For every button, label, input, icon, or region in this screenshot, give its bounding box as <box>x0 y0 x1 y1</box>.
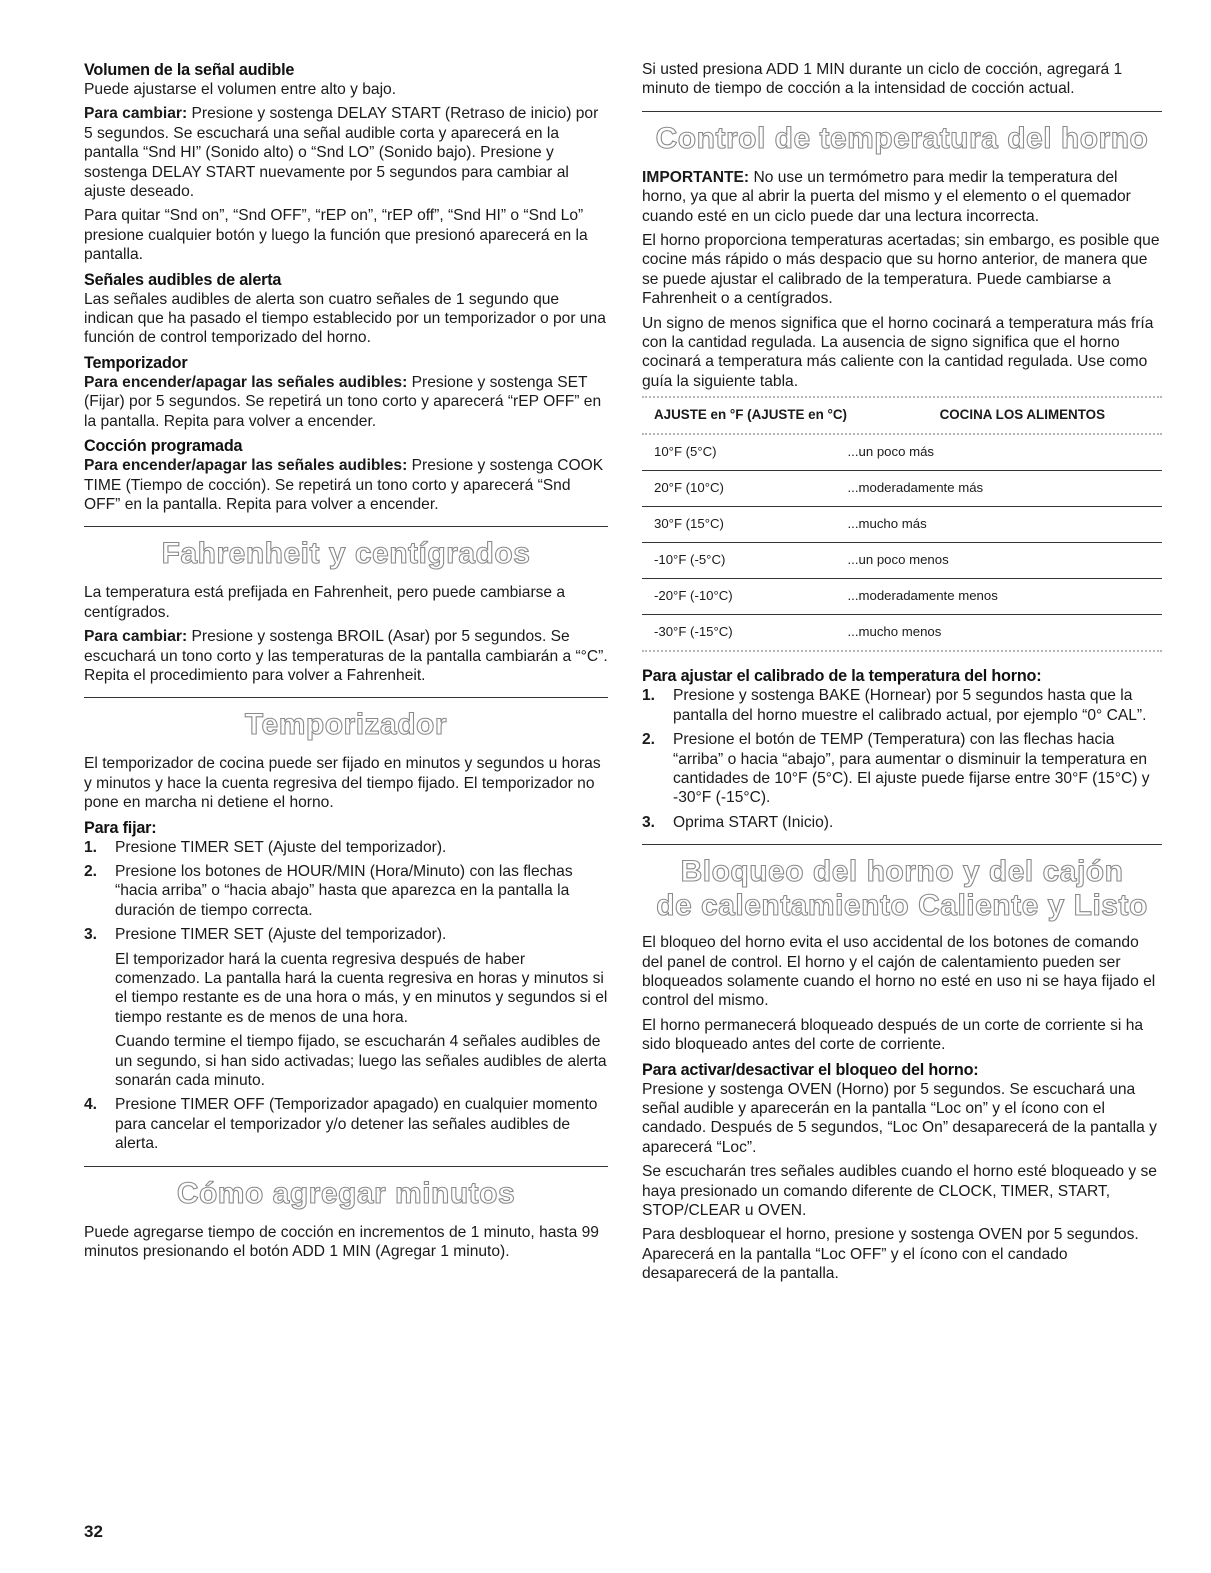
table-cell: ...moderadamente menos <box>814 579 1162 615</box>
volume-heading: Volumen de la señal audible <box>84 61 295 79</box>
step-text: Presione TIMER SET (Ajuste del temporizador). <box>115 926 447 944</box>
lock-p1: El bloqueo del horno evita el uso accidental de los botones de comando del panel de control. El horno y el cajón de calentamiento pueden ser bloqueados solamente cuando el horno no esté en uso ni se haya fijado el control del mismo. <box>642 934 1156 1010</box>
page-number: 32 <box>84 1522 103 1541</box>
step-text: Presione los botones de HOUR/MIN (Hora/Minuto) con las flechas “hacia arriba” o “hacia abajo” hasta que aparezca en la pantalla la duración de tiempo correcta. <box>115 862 573 919</box>
table-header: COCINA LOS ALIMENTOS <box>939 407 1105 423</box>
list-item <box>642 813 1162 832</box>
timer-signals-body: Presione y sostenga SET (Fijar) por 5 segundos. Se repetirá un tono corto y aparecerá “rEP OFF” en la pantalla. Repita para volver a encender. <box>84 373 602 430</box>
left-column <box>84 60 608 1266</box>
step-number: 4. <box>84 1096 98 1114</box>
fahrenheit-title: Fahrenheit y centígrados <box>161 537 531 571</box>
volume-change <box>84 104 608 201</box>
table-header: AJUSTE en °F (AJUSTE en °C) <box>654 407 847 423</box>
table-row <box>642 543 1162 579</box>
control-p2: El horno proporciona temperaturas acertadas; sin embargo, es posible que cocine más rápido o más despacio que su horno anterior, de manera que se puede ajustar el calibrado de la temperatura. Puede cambiarse a Fahrenheit o a centígrados. <box>642 232 1160 308</box>
table-cell: ...mucho menos <box>847 624 942 640</box>
volume-intro: Puede ajustarse el volumen entre alto y bajo. <box>84 81 397 98</box>
timer-intro: El temporizador de cocina puede ser fijado en minutos y segundos u horas y minutos y hace la cuenta regresiva del tiempo fijado. El temporizador no pone en marcha ni detiene el horno. <box>84 755 601 812</box>
step-text: Oprima START (Inicio). <box>673 813 834 831</box>
lock-heading: Para activar/desactivar el bloqueo del horno: <box>642 1060 979 1079</box>
calibration-table <box>642 398 1162 433</box>
table-row <box>642 579 1162 615</box>
list-item <box>642 730 1162 808</box>
timer-set-heading: Para fijar: <box>84 818 157 837</box>
divider <box>84 526 608 527</box>
lock-title <box>642 855 1162 923</box>
fahrenheit-change-label: Para cambiar: <box>84 628 188 646</box>
step-number: 3. <box>84 926 98 944</box>
volume-remove: Para quitar “Snd on”, “Snd OFF”, “rEP on”, “rEP off”, “Snd HI” o “Snd Lo” presione cualquier botón y luego la función que presionó aparecerá en la pantalla. <box>84 207 588 264</box>
lock-title-line2: de calentamiento Caliente y Listo <box>656 889 1148 923</box>
divider <box>642 111 1162 112</box>
lock-p4: Se escucharán tres señales audibles cuando el horno esté bloqueado y se haya presionado un comando diferente de CLOCK, TIMER, START, STOP/CLEAR u OVEN. <box>642 1163 1157 1219</box>
adjust-heading: Para ajustar el calibrado de la temperatura del horno: <box>642 667 1042 686</box>
lock-p2: El horno permanecerá bloqueado después de un corte de corriente si ha sido bloqueado antes del corte de corriente. <box>642 1016 1144 1054</box>
timer-title: Temporizador <box>244 708 448 742</box>
list-item <box>642 686 1162 725</box>
fahrenheit-change-text: Presione y sostenga BROIL (Asar) por 5 segundos. Se escuchará un tono corto y las temperaturas de la pantalla cambiarán a “°C”. Repita el procedimiento para volver a Fahrenheit. <box>84 628 608 684</box>
add-minutes-continued: Si usted presiona ADD 1 MIN durante un ciclo de cocción, agregará 1 minuto de tiempo de cocción a la intensidad de cocción actual. <box>642 61 1123 98</box>
table-row <box>642 615 1162 651</box>
table-cell: 10°F (5°C) <box>642 435 814 471</box>
fahrenheit-change <box>84 627 608 685</box>
step-text: Presione TIMER SET (Ajuste del temporizador). <box>115 838 447 856</box>
list-item <box>84 838 608 857</box>
table-cell: 30°F (15°C) <box>642 507 814 543</box>
table-header-row <box>642 398 1162 433</box>
divider <box>642 844 1162 845</box>
divider <box>84 1166 608 1167</box>
timer-signals-label: Para encender/apagar las señales audibles: <box>84 373 408 391</box>
table-cell: ...mucho más <box>814 507 1162 543</box>
control-p3: Un signo de menos significa que el horno cocinará a temperatura más fría con la cantidad regulada. La ausencia de signo significa que el horno cocinará a temperatura más caliente con la cantidad regulada. Use como guía la siguiente tabla. <box>642 314 1154 390</box>
table-row <box>642 471 1162 507</box>
step-number: 1. <box>642 687 656 705</box>
step-number: 2. <box>84 862 98 880</box>
step-number: 3. <box>642 813 656 831</box>
important-label: IMPORTANTE: <box>642 168 750 186</box>
table-cell: ...moderadamente más <box>814 471 1162 507</box>
list-item <box>84 925 608 1090</box>
table-cell: -10°F (-5°C) <box>642 543 814 579</box>
important-note <box>642 168 1162 226</box>
control-title: Control de temperatura del horno <box>655 121 1149 155</box>
divider <box>84 697 608 698</box>
cook-body: Presione y sostenga COOK TIME (Tiempo de cocción). Se repetirá un tono corto y aparecerá “Snd OFF” en la pantalla. Repita para volver a encender. <box>84 457 604 513</box>
timer-signals-text <box>84 373 608 431</box>
list-item <box>84 862 608 920</box>
add-minutes-text: Puede agregarse tiempo de cocción en incrementos de 1 minuto, hasta 99 minutos presionando el botón ADD 1 MIN (Agregar 1 minuto). <box>84 1223 599 1261</box>
timer-steps <box>84 838 608 1154</box>
add-minutes-title: Cómo agregar minutos <box>176 1176 516 1210</box>
right-column <box>642 60 1162 1289</box>
step-text: Presione el botón de TEMP (Temperatura) con las flechas hacia “arriba” o hacia “abajo”, para aumentar o disminuir la temperatura en cantidades de 10°F (5°C). El ajuste puede fijarse entre 30°F (15°C) y -30°F (-15°C). <box>673 731 1150 807</box>
table-cell: 20°F (10°C) <box>642 471 814 507</box>
cook-text <box>84 456 608 514</box>
step-text: Presione y sostenga BAKE (Hornear) por 5 segundos hasta que la pantalla del horno muestre el calibrado actual, por ejemplo “0° CAL”. <box>673 687 1147 724</box>
volume-change-text: Presione y sostenga DELAY START (Retraso de inicio) por 5 segundos. Se escuchará una señal audible corta y aparecerá en la pantalla “Snd HI” (Sonido alto) o “Snd LO” (Sonido bajo). Presione y sostenga DELAY START nuevamente por 5 segundos para cambiar al ajuste deseado. <box>84 105 599 201</box>
timer-signals-heading: Temporizador <box>84 353 188 372</box>
lock-p5: Para desbloquear el horno, presione y sostenga OVEN por 5 segundos. Aparecerá en la pantalla “Loc OFF” y el ícono con el candado desaparecerá de la pantalla. <box>642 1226 1139 1283</box>
step-number: 1. <box>84 838 98 856</box>
cook-heading: Cocción programada <box>84 437 243 456</box>
cook-label: Para encender/apagar las señales audibles: <box>84 457 408 475</box>
alert-heading: Señales audibles de alerta <box>84 270 282 289</box>
table-bottom-border <box>642 650 1162 652</box>
step-detail: Cuando termine el tiempo fijado, se escucharán 4 señales audibles de un segundo, si han sido activadas; luego las señales audibles de alerta sonarán cada minuto. <box>115 1033 607 1090</box>
table-cell: ...un poco más <box>814 435 1162 471</box>
calibration-table-body <box>642 435 1162 650</box>
adjust-steps <box>642 686 1162 832</box>
fahrenheit-intro: La temperatura está prefijada en Fahrenheit, pero puede cambiarse a centígrados. <box>84 584 566 621</box>
step-text: Presione TIMER OFF (Temporizador apagado) en cualquier momento para cancelar el temporizador y/o detener las señales audibles de alerta. <box>115 1096 598 1153</box>
alert-text: Las señales audibles de alerta son cuatro señales de 1 segundo que indican que ha pasado el tiempo establecido por un temporizador o por una función de control temporizado del horno. <box>84 290 606 347</box>
step-number: 2. <box>642 731 656 749</box>
table-row <box>642 435 1162 471</box>
lock-title-line1: Bloqueo del horno y del cajón <box>680 855 1124 889</box>
important-text: No use un termómetro para medir la temperatura del horno, ya que al abrir la puerta del mismo y el elemento o el quemador cuando esté en un ciclo puede dar una lectura incorrecta. <box>642 168 1131 225</box>
list-item <box>84 1095 608 1153</box>
volume-change-label: Para cambiar: <box>84 105 188 123</box>
step-detail: El temporizador hará la cuenta regresiva después de haber comenzado. La pantalla hará la cuenta regresiva en horas y minutos si el tiempo restante es de una hora o más, y en minutos y segundos si el tiempo restante es de menos de una hora. <box>115 950 608 1026</box>
table-cell: -20°F (-10°C) <box>642 579 814 615</box>
lock-p3: Presione y sostenga OVEN (Horno) por 5 segundos. Se escuchará una señal audible y aparecerán en la pantalla “Loc on” y el ícono con el candado. Después de 5 segundos, “Loc On” desaparecerá de la pantalla y aparecerá “Loc”. <box>642 1080 1157 1156</box>
table-cell: -30°F (-15°C) <box>654 624 733 640</box>
table-row <box>642 507 1162 543</box>
table-cell: ...un poco menos <box>814 543 1162 579</box>
